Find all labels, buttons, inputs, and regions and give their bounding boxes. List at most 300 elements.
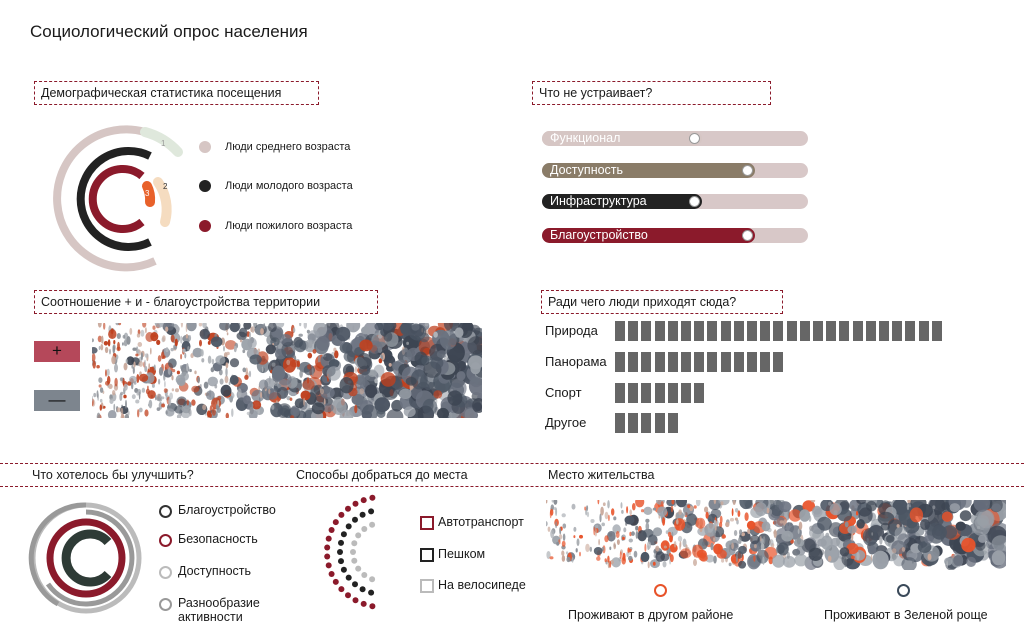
scatter-point [189, 409, 192, 416]
transport-dot [338, 558, 344, 564]
scatter-point [907, 504, 909, 510]
scatter-point [158, 355, 162, 362]
dislike-bar-label: Функционал [550, 131, 621, 145]
scatter-point [225, 368, 227, 377]
legend-square-icon [420, 516, 434, 530]
scatter-point [872, 551, 888, 570]
scatter-point [132, 394, 136, 399]
why-bar-segment [760, 321, 770, 341]
scatter-point [101, 336, 103, 344]
why-bar-segment [615, 352, 625, 372]
scatter-point [361, 326, 370, 334]
scatter-point [976, 515, 989, 526]
why-bar-segment [919, 321, 929, 341]
residence-section-title: Место жительства [548, 468, 655, 482]
scatter-point [212, 408, 216, 416]
scatter-point [189, 335, 192, 341]
legend-ring-icon [159, 505, 172, 518]
transport-dot [361, 572, 367, 578]
scatter-point [956, 522, 966, 531]
legend-ring-icon [159, 566, 172, 579]
demo-legend-elderly: Люди пожилого возраста [199, 220, 352, 232]
scatter-point [162, 335, 166, 342]
scatter-point [587, 512, 589, 518]
scatter-point [605, 558, 607, 562]
scatter-point [992, 503, 1001, 511]
scatter-point [632, 503, 636, 510]
why-bar-segment [734, 352, 744, 372]
why-bar-segment [628, 321, 638, 341]
scatter-point [152, 384, 155, 388]
scatter-point [676, 519, 679, 525]
scatter-point [554, 507, 556, 510]
demo-legend-young: Люди молодого возраста [199, 180, 353, 192]
scatter-point [758, 549, 762, 556]
scatter-point [722, 534, 726, 538]
why-bar-segment [655, 352, 665, 372]
improve-legend-label: Разнообразие [178, 596, 260, 610]
scatter-point [240, 339, 242, 342]
scatter-point [108, 339, 111, 346]
transport-dot [324, 554, 330, 560]
why-bar-segment [932, 321, 942, 341]
scatter-point [897, 524, 900, 528]
scatter-point [304, 323, 307, 329]
why-bar-segment [721, 321, 731, 341]
why-bar-segment [734, 321, 744, 341]
transport-dot [355, 566, 361, 572]
scatter-point [177, 378, 186, 386]
transport-dot [346, 575, 352, 581]
scatter-point [750, 535, 759, 545]
scatter-point [798, 528, 800, 534]
dot-icon [199, 141, 211, 153]
scatter-point [301, 391, 311, 401]
ratio-scatter-texture [92, 323, 482, 418]
scatter-point [171, 348, 174, 351]
scatter-point [191, 386, 199, 393]
scatter-point [354, 405, 357, 414]
scatter-point [725, 522, 729, 527]
ring-label-3: 3 [145, 189, 150, 198]
scatter-point [661, 540, 670, 550]
scatter-point [93, 393, 96, 397]
scatter-point [644, 544, 646, 552]
transport-dot [346, 523, 352, 529]
scatter-point [669, 535, 673, 542]
scatter-point [797, 537, 801, 545]
scatter-point [145, 327, 147, 333]
why-bar-segment [773, 321, 783, 341]
why-bar-segment [800, 321, 810, 341]
scatter-point [92, 353, 96, 361]
scatter-point [616, 531, 620, 538]
scatter-point [226, 362, 229, 368]
scatter-point [312, 368, 314, 377]
scatter-point [604, 535, 608, 542]
scatter-point [961, 538, 975, 553]
scatter-point [924, 535, 933, 544]
scatter-point [98, 377, 102, 383]
scatter-point [381, 355, 383, 360]
scatter-point [336, 327, 350, 342]
scatter-point [620, 551, 622, 559]
scatter-point [320, 388, 324, 394]
transport-dot [353, 597, 359, 603]
residence-other-ring-icon [654, 584, 667, 597]
transport-dot [360, 586, 366, 592]
scatter-point [664, 546, 667, 549]
scatter-point [166, 411, 168, 415]
scatter-point [199, 323, 202, 327]
transport-dot [361, 526, 367, 532]
scatter-point [211, 337, 223, 348]
scatter-point [621, 510, 624, 514]
scatter-point [809, 526, 814, 531]
scatter-point [272, 363, 276, 367]
ring-elderly [93, 169, 142, 229]
why-category-label: Панорама [545, 354, 607, 369]
scatter-point [146, 389, 150, 395]
scatter-point [99, 346, 101, 350]
scatter-point [389, 363, 392, 367]
scatter-point [609, 547, 611, 551]
scatter-point [755, 502, 767, 516]
transport-dot [338, 512, 344, 518]
scatter-point [669, 553, 672, 557]
scatter-point [735, 518, 738, 521]
scatter-point [200, 329, 210, 340]
dislike-bar-label: Инфраструктура [550, 194, 647, 208]
why-bar-segment [694, 352, 704, 372]
scatter-point [598, 500, 600, 504]
scatter-point [176, 396, 187, 406]
scatter-point [562, 541, 566, 547]
scatter-point [186, 363, 189, 372]
scatter-point [175, 339, 178, 347]
scatter-point [433, 390, 442, 398]
transport-dot [369, 576, 375, 582]
scatter-point [738, 546, 747, 554]
scatter-point [230, 323, 240, 332]
why-bar-segment [839, 321, 849, 341]
why-bar-segment [681, 352, 691, 372]
scatter-point [187, 346, 189, 351]
scatter-point [278, 373, 292, 386]
scatter-point [851, 533, 853, 542]
scatter-point [590, 519, 594, 523]
scatter-point [738, 561, 746, 569]
why-bar-segment [641, 352, 651, 372]
why-bar-segment [866, 321, 876, 341]
scatter-point [561, 550, 564, 556]
scatter-point [117, 407, 121, 412]
scatter-point [290, 360, 299, 368]
scatter-point [139, 374, 148, 382]
why-category-label: Спорт [545, 385, 582, 400]
scatter-point [113, 340, 115, 344]
scatter-point [123, 395, 126, 399]
slider-knob-icon [689, 196, 700, 207]
scatter-point [250, 407, 254, 415]
scatter-point [313, 349, 317, 354]
why-bar-segment [668, 321, 678, 341]
scatter-point [714, 520, 716, 526]
why-bar-segment [813, 321, 823, 341]
dislike-section-title: Что не устраивает? [532, 81, 771, 105]
scatter-point [748, 529, 750, 534]
scatter-point [293, 327, 295, 332]
scatter-point [105, 381, 109, 386]
scatter-point [636, 531, 639, 539]
why-bar-segment [826, 321, 836, 341]
transport-dot [329, 571, 335, 577]
transport-legend-label: Автотранспорт [438, 515, 524, 529]
scatter-point [398, 349, 412, 363]
scatter-point [294, 339, 306, 352]
scatter-point [327, 366, 341, 380]
why-section-title: Ради чего люди приходят сюда? [541, 290, 783, 314]
scatter-point [762, 521, 771, 531]
scatter-point [611, 508, 614, 515]
scatter-point [307, 377, 309, 384]
scatter-point [863, 528, 878, 546]
scatter-point [176, 327, 179, 332]
why-bar-segment [615, 383, 625, 403]
scatter-point [99, 384, 102, 387]
scatter-point [406, 342, 409, 345]
why-bar-segment [707, 352, 717, 372]
legend-square-icon [420, 548, 434, 562]
scatter-point [258, 409, 260, 414]
scatter-point [197, 377, 200, 384]
scatter-point [731, 543, 734, 550]
scatter-point [134, 381, 137, 385]
scatter-point [181, 323, 183, 328]
scatter-point [946, 560, 948, 568]
scatter-point [579, 552, 581, 557]
scatter-point [168, 398, 171, 406]
scatter-point [168, 367, 171, 375]
scatter-point [594, 547, 603, 555]
scatter-point [621, 502, 623, 508]
scatter-point [562, 513, 566, 517]
legend-ring-icon [159, 534, 172, 547]
scatter-point [242, 368, 246, 373]
scatter-point [566, 551, 568, 554]
scatter-point [120, 377, 124, 381]
scatter-point [629, 509, 632, 515]
scatter-point [171, 375, 173, 380]
scatter-point [316, 336, 330, 351]
slider-knob-icon [689, 133, 700, 144]
scatter-point [199, 340, 202, 347]
scatter-point [554, 500, 558, 505]
scatter-point [643, 529, 654, 538]
scatter-point [856, 552, 859, 560]
scatter-point [374, 397, 390, 412]
scatter-point [576, 548, 578, 552]
scatter-point [693, 559, 697, 566]
scatter-point [357, 353, 372, 369]
scatter-point [312, 402, 325, 414]
scatter-point [879, 536, 882, 545]
scatter-point [323, 353, 332, 361]
scatter-point [387, 409, 404, 418]
transport-dot [326, 562, 332, 568]
scatter-point [584, 507, 586, 511]
scatter-point [212, 359, 215, 365]
transport-dot [361, 601, 367, 607]
scatter-point [437, 350, 447, 358]
scatter-point [760, 536, 762, 541]
transport-dot [350, 549, 356, 555]
scatter-point [137, 409, 139, 417]
why-bar-segment [721, 352, 731, 372]
why-bar-segment [628, 352, 638, 372]
scatter-point [729, 544, 731, 552]
scatter-point [182, 349, 185, 353]
scatter-point [122, 342, 124, 346]
scatter-point [828, 502, 832, 506]
why-bar-segment [628, 383, 638, 403]
scatter-point [220, 379, 224, 385]
scatter-point [734, 530, 737, 536]
scatter-point [779, 501, 792, 512]
dot-icon [199, 220, 211, 232]
scatter-point [732, 508, 734, 516]
why-bar-segment [668, 383, 678, 403]
scatter-point [260, 392, 262, 398]
scatter-point [653, 562, 656, 566]
scatter-point [404, 406, 416, 417]
scatter-point [706, 512, 709, 519]
scatter-point [830, 503, 842, 515]
scatter-point [177, 371, 180, 375]
scatter-point [209, 413, 212, 418]
scatter-point [109, 349, 111, 355]
plus-badge: + [34, 341, 80, 362]
demo-rings-chart [50, 122, 200, 272]
scatter-point [109, 398, 113, 404]
transport-dots-chart [290, 492, 400, 612]
scatter-point [944, 558, 952, 566]
scatter-point [267, 388, 278, 399]
scatter-point [674, 518, 685, 531]
scatter-point [840, 547, 850, 556]
scatter-point [266, 344, 276, 354]
scatter-point [713, 537, 715, 542]
scatter-point [657, 506, 667, 516]
scatter-point [579, 535, 583, 539]
transport-dot [353, 501, 359, 507]
improve-legend-label: Благоустройство [178, 503, 276, 517]
scatter-point [670, 544, 678, 553]
scatter-point [629, 539, 633, 543]
scatter-point [277, 387, 288, 399]
scatter-point [631, 531, 635, 536]
scatter-point [374, 378, 378, 383]
scatter-point [573, 535, 575, 538]
scatter-point [139, 408, 143, 413]
scatter-point [721, 501, 724, 505]
scatter-point [786, 561, 789, 567]
scatter-point [694, 505, 697, 508]
scatter-point [735, 508, 738, 513]
scatter-point [145, 353, 149, 357]
scatter-point [157, 394, 161, 401]
scatter-point [211, 367, 215, 372]
scatter-point [440, 330, 457, 350]
scatter-point [871, 532, 873, 535]
scatter-point [281, 342, 295, 358]
scatter-point [340, 377, 354, 393]
scatter-point [400, 323, 410, 334]
scatter-point [447, 390, 462, 405]
scatter-point [609, 561, 611, 568]
scatter-point [458, 361, 467, 371]
scatter-point [359, 340, 372, 352]
scatter-point [271, 405, 274, 410]
scatter-point [113, 345, 116, 353]
scatter-point [100, 344, 103, 350]
scatter-point [150, 332, 158, 341]
why-bar-segment [615, 321, 625, 341]
dot-icon [199, 180, 211, 192]
slider-knob-icon [742, 165, 753, 176]
scatter-point [100, 404, 102, 410]
scatter-point [898, 533, 910, 544]
scatter-point [114, 364, 118, 373]
why-bar-segment [787, 321, 797, 341]
scatter-point [714, 532, 716, 536]
scatter-point [866, 501, 877, 512]
scatter-point [622, 537, 625, 540]
scatter-point [334, 350, 338, 358]
scatter-point [696, 500, 701, 506]
scatter-point [781, 531, 793, 542]
why-bar-segment [641, 321, 651, 341]
why-bar-segment [655, 413, 665, 433]
why-category-label: Другое [545, 415, 587, 430]
scatter-point [645, 519, 649, 523]
scatter-point [208, 341, 211, 345]
scatter-point [123, 335, 126, 339]
scatter-point [186, 323, 196, 331]
scatter-point [168, 358, 177, 368]
why-bar-segment [641, 383, 651, 403]
scatter-point [280, 405, 290, 417]
scatter-point [234, 346, 237, 353]
scatter-point [223, 346, 225, 352]
scatter-point [262, 367, 264, 373]
slider-knob-icon [742, 230, 753, 241]
scatter-point [556, 542, 559, 546]
transport-dot [333, 519, 339, 525]
scatter-point [406, 377, 417, 386]
scatter-point [621, 557, 626, 565]
scatter-point [577, 538, 580, 546]
scatter-point [613, 516, 616, 520]
scatter-point [308, 353, 313, 359]
scatter-point [238, 388, 242, 397]
scatter-point [653, 508, 656, 511]
scatter-point [124, 384, 128, 391]
scatter-point [799, 509, 810, 522]
scatter-point [230, 358, 239, 367]
scatter-point [902, 547, 905, 552]
scatter-point [201, 349, 204, 356]
